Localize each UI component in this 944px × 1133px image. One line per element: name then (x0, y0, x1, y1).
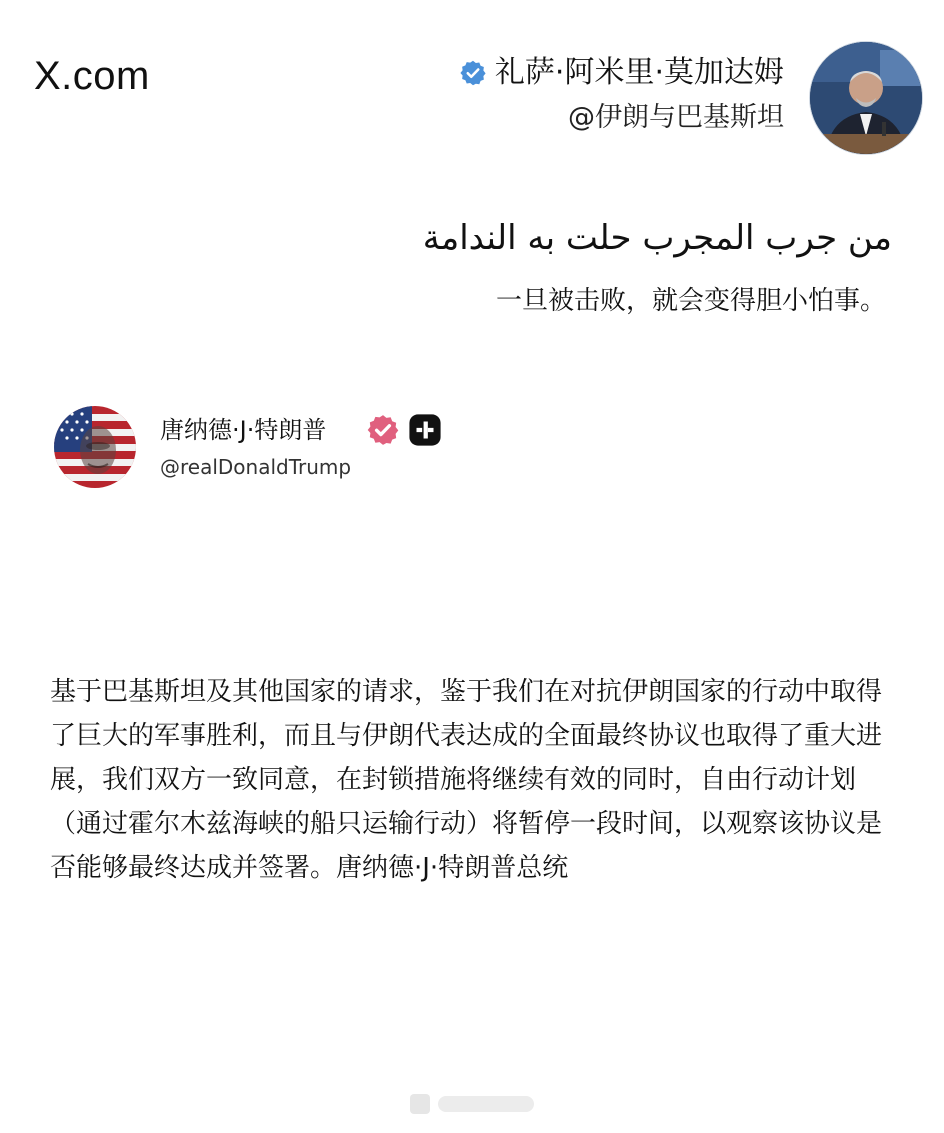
flag-portrait-image (54, 406, 136, 488)
post-author-name-row (160, 412, 442, 448)
truth-social-plus-icon (408, 413, 442, 447)
post-author-avatar[interactable] (54, 406, 136, 488)
site-label: X.com (34, 54, 150, 98)
quoted-author-handle: @伊朗与巴基斯坦 (568, 102, 784, 133)
watermark-logo-icon (408, 1090, 538, 1118)
post-author-handle: @realDonaldTrump (160, 455, 352, 479)
post-body-text: 基于巴基斯坦及其他国家的请求，鉴于我们在对抗伊朗国家的行动中取得了巨大的军事胜利，而且与伊朗代表达成的全面最终协议也取得了重大进展，我们双方一致同意，在封锁措施将继续有效的同时，自由行动计划（通过霍尔木兹海峡的船只运输行动）将暂停一段时间，以观察该协议是否能够最终达成并签署。唐纳德·J·特朗普总统 (50, 677, 883, 883)
post-author-meta (160, 412, 442, 482)
quoted-author-name-row (459, 52, 784, 94)
verified-blue-check-icon (459, 59, 487, 87)
post-author[interactable] (54, 406, 442, 488)
quoted-author-avatar[interactable] (809, 41, 923, 155)
official-portrait-image (810, 42, 922, 154)
watermark (408, 1090, 538, 1123)
arabic-quote: من جرب المجرب حلت به الندامة (422, 218, 892, 258)
verified-pink-check-icon (366, 413, 400, 447)
post-author-name: 唐纳德·J·特朗普 (160, 416, 327, 444)
quoted-author[interactable] (459, 52, 784, 138)
quoted-author-name: 礼萨·阿米里·莫加达姆 (494, 55, 784, 90)
quote-translation: 一旦被击败，就会变得胆小怕事。 (495, 286, 886, 316)
